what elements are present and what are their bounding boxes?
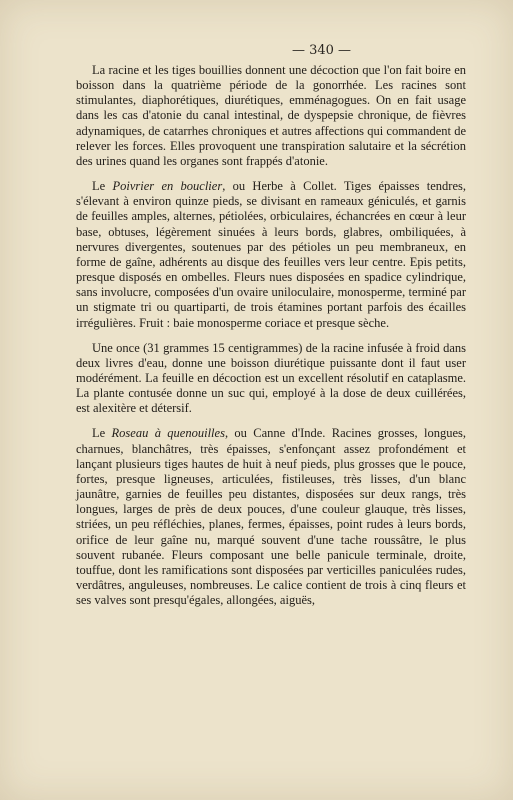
paragraph-lead: Le — [92, 179, 113, 194]
plant-name: Roseau à quenouilles — [111, 426, 225, 441]
paragraph-text: , ou Canne d'Inde. Racines grosses, longues, charnues, blanchâtres, très épaisses, s'enfonçant assez profondément et lançant plusieurs tiges hautes de huit à neuf pieds, plus grosses que le pouce, fortes, presque ligneuses, articulées, fistileuses, très lisses, d'un blanc jaunâtre, garnies de feuilles peu distantes, disposées sur deux rangs, très longues, larges de près de deux pouces, d'une couleur glauque, très lisses, striées, un peu réfléchies, planes, fermes, épaisses, point rudes à leurs bords, orifice de leur gaîne nu, marqué souvent d'une tache roussâtre, le plus souvent rubanée. Fleurs composant une belle panicule terminale, droite, touffue, dont les ramifications sont disposées par verticilles paniculées rudes, verdâtres, anguleuses, nombreuses. Le calice contient de trois à cinq fleurs et ses valves sont presqu'égales, allongées, aiguës, — [76, 426, 467, 608]
page-number: — 340 — — [291, 43, 352, 58]
paragraph-text: La racine et les tiges bouillies donnent une décoction que l'on fait boire en boisson dans la quatrième période de la gonorrhée. Les racines sont stimulantes, diaphorétiques, diurétiques, emménagogues. On en fait usage dans les cas d'atonie du canal intestinal, de dyspepsie chronique, de fièvres adynamiques, de catarrhes chroniques et autres affections qui commandent de relever les forces. Elles provoquent une transpiration salutaire et la sécrétion des urines quand les organes sont frappés d'atonie. — [76, 63, 466, 168]
paragraph-text: Une once (31 grammes 15 centigrammes) de la racine infusée à froid dans deux livres d'eau, donne une boisson diurétique puissante dont il faut user modérément. La feuille en décoction est un excellent résolutif en cataplasme. La plante contusée donne un suc qui, employé à la dose de deux cuillérées, est alexitère et détersif. — [76, 340, 466, 416]
paragraph-once-dosage — [76, 341, 466, 417]
paragraph-poivrier — [76, 179, 466, 331]
paragraph-text: , ou Herbe à Collet. Tiges épaisses tendres, s'élevant à environ quinze pieds, se divisant en rameaux géniculés, et garnis de feuilles amples, alternes, pétiolées, orbiculaires, échancrées en cœur à leur base, obtuses, légèrement sinuées à leurs bords, glabres, ombiliquées, à nervures divergentes, soutenues par des pétioles un peu membraneux, en forme de gaîne, adhérents au disque des feuilles vers leur centre. Epis petits, presque disposés en ombelles. Fleurs nues disposées en spadice cylindrique, sans involucre, composées d'un ovaire uniloculaire, monosperme, terminé par un stigmate tri ou quartiparti, de trois étamines portant parfois des écailles irrégulières. Fruit : baie monosperme coriace et presque sèche. — [76, 179, 466, 330]
plant-name: Poivrier en bouclier — [112, 179, 223, 194]
paragraph-lead: Le — [92, 426, 112, 441]
paragraph-roseau — [76, 426, 466, 608]
body-text — [76, 63, 466, 608]
paragraph-racine-usage — [76, 63, 466, 169]
